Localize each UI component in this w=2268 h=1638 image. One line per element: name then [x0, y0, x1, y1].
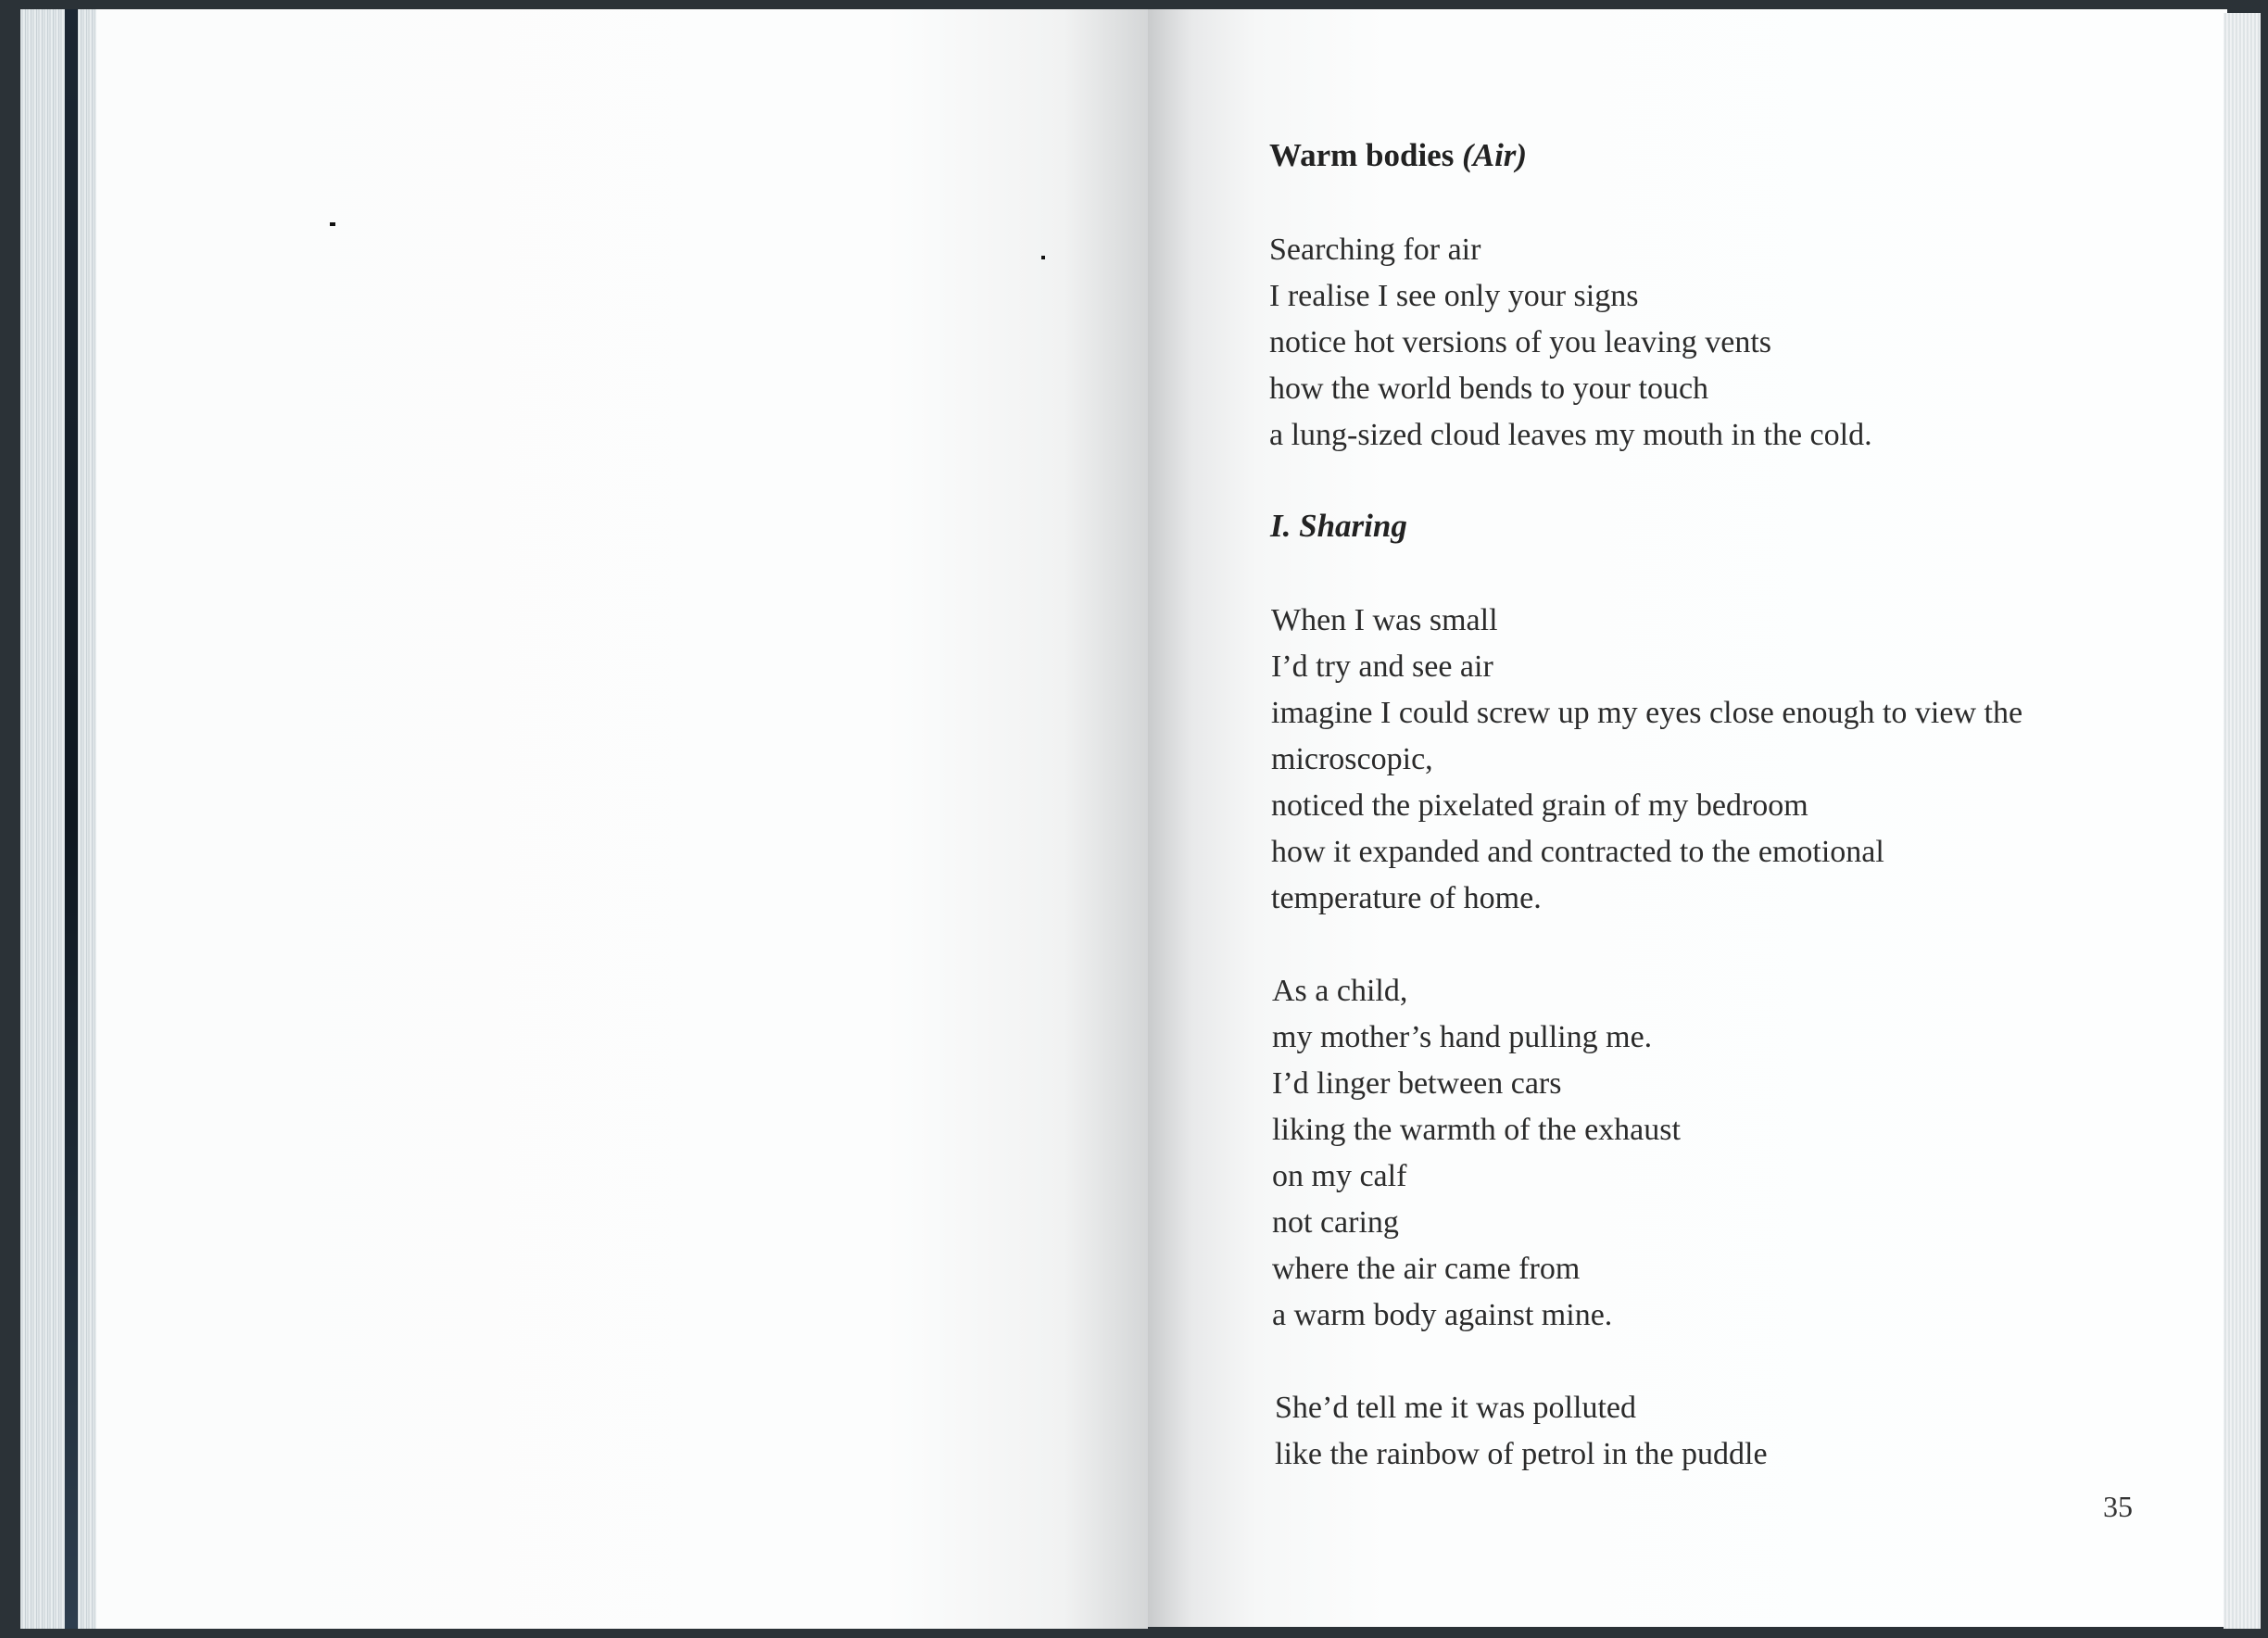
poem-line: I’d linger between cars — [1272, 1066, 1562, 1101]
poem-line: on my calf — [1272, 1159, 1407, 1193]
poem-line: Searching for air — [1269, 233, 1481, 267]
poem-line: where the air came from — [1272, 1252, 1581, 1286]
poem-line: imagine I could screw up my eyes close enough to view the — [1271, 696, 2023, 730]
poem-line: like the rainbow of petrol in the puddle — [1275, 1437, 1768, 1471]
poem-line: I realise I see only your signs — [1269, 279, 1639, 313]
poem-title — [1269, 137, 1527, 174]
poem-line: I’d try and see air — [1271, 649, 1493, 684]
poem-line: not caring — [1272, 1205, 1399, 1240]
poem-line: She’d tell me it was polluted — [1275, 1391, 1636, 1425]
poem-title-main: Warm bodies — [1269, 137, 1455, 173]
section-heading: I. Sharing — [1270, 508, 1407, 544]
poem-line: how the world bends to your touch — [1269, 372, 1709, 406]
poem-line: how it expanded and contracted to the emotional — [1271, 835, 1884, 869]
poem-line: noticed the pixelated grain of my bedroom — [1271, 788, 1808, 823]
dust-speck — [330, 222, 335, 226]
poem-line: my mother’s hand pulling me. — [1272, 1020, 1653, 1054]
poem-line: As a child, — [1272, 974, 1408, 1008]
poem-line: a warm body against mine. — [1272, 1298, 1613, 1332]
left-page-blank — [96, 9, 1148, 1629]
book-cover-edge — [65, 9, 78, 1629]
left-page-edges — [20, 9, 99, 1629]
poem-line: microscopic, — [1271, 742, 1433, 776]
poem-line: When I was small — [1271, 603, 1498, 637]
poem-title-sub: (Air) — [1462, 137, 1528, 173]
dust-speck — [1041, 256, 1045, 259]
page-number: 35 — [2103, 1490, 2133, 1523]
right-page-edges — [2224, 13, 2261, 1629]
poem-line: a lung-sized cloud leaves my mouth in the cold. — [1269, 418, 1872, 452]
poem-line: liking the warmth of the exhaust — [1272, 1113, 1681, 1147]
poem-line: notice hot versions of you leaving vents — [1269, 325, 1772, 359]
poem-line: temperature of home. — [1271, 881, 1542, 915]
